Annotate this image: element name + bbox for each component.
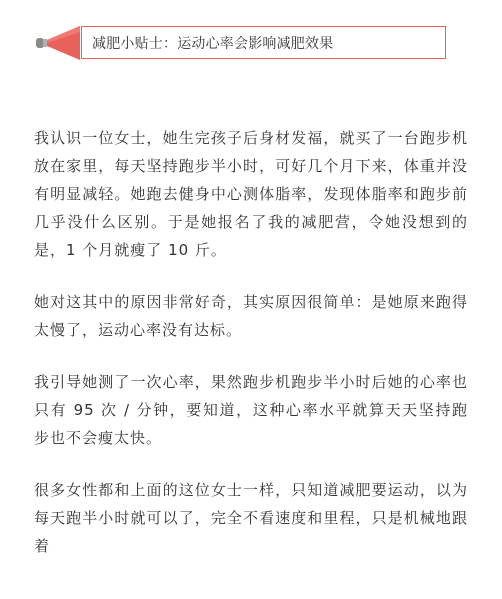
paragraph: 我引导她测了一次心率，果然跑步机跑步半小时后她的心率也只有 95 次 / 分钟，要知道，这种心率水平就算天天坚持跑步也不会瘦太快。 — [34, 373, 468, 447]
article-body — [34, 124, 468, 584]
tip-banner — [34, 24, 448, 62]
paragraph: 我认识一位女士，她生完孩子后身材发福，就买了一台跑步机放在家里，每天坚持跑步半小时，可好几个月下来，体重并没有明显减轻。她跑去健身中心测体脂率，发现体脂率和跑步前几乎没什么区别。于是她报名了我的减肥营，令她没想到的是，1 个月就瘦了 10 斤。 — [34, 129, 468, 259]
megaphone-icon — [34, 24, 82, 62]
paragraph: 她对这其中的原因非常好奇，其实原因很简单：是她原来跑得太慢了，运动心率没有达标。 — [34, 293, 468, 339]
tip-title: 减肥小贴士：运动心率会影响减肥效果 — [92, 35, 334, 52]
paragraph: 很多女性都和上面的这位女士一样，只知道减肥要运动，以为每天跑半小时就可以了，完全不看速度和里程，只是机械地跟着 — [34, 481, 468, 555]
tip-box — [81, 26, 446, 59]
